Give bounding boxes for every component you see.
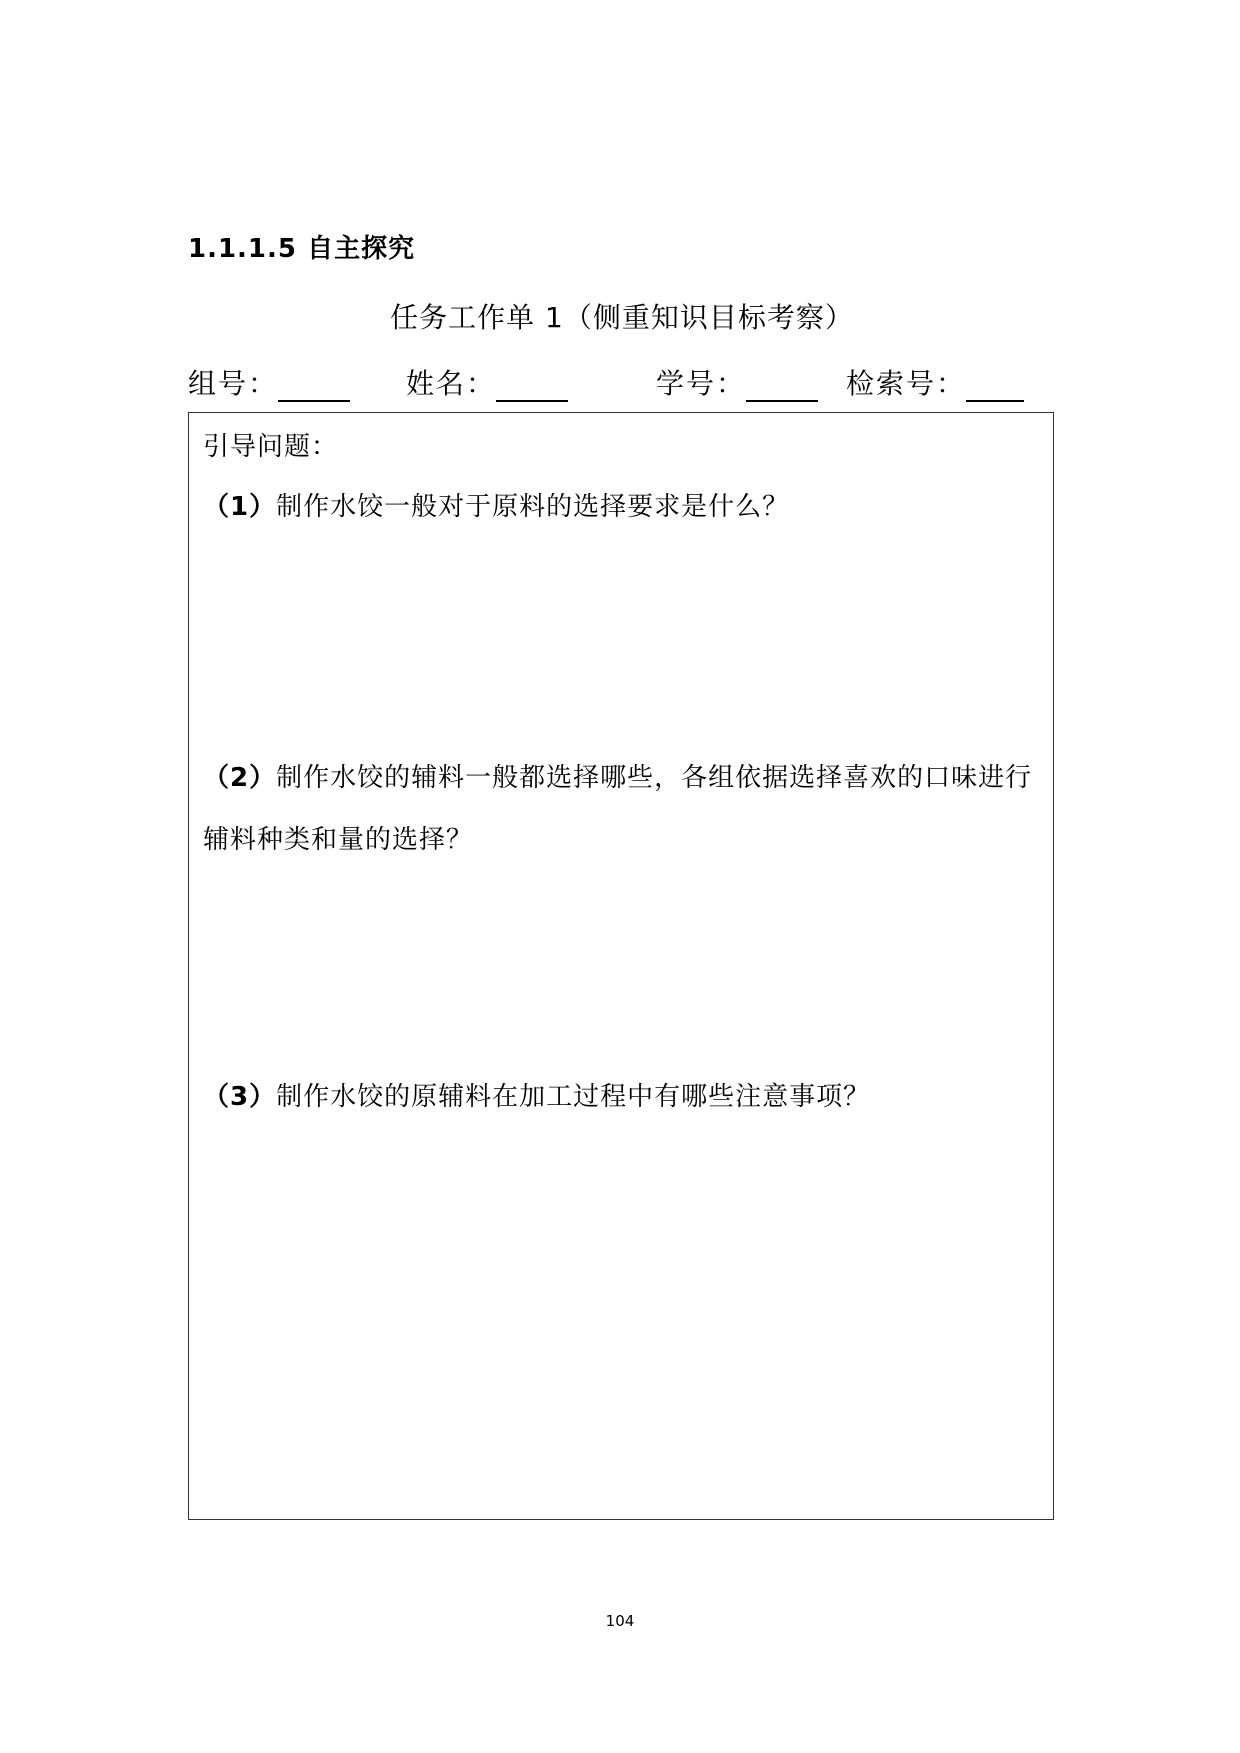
question-2-text: 制作水饺的辅料一般都选择哪些，各组依据选择喜欢的口味进行辅料种类和量的选择？ — [203, 763, 1033, 855]
question-1-number: （1） — [203, 492, 277, 522]
group-blank[interactable] — [278, 368, 350, 402]
guide-label: 引导问题： — [203, 432, 339, 462]
section-number: 1.1.1.5 — [188, 234, 297, 264]
worksheet-title: 任务工作单 1（侧重知识目标考察） — [390, 301, 854, 334]
student-info-row — [188, 362, 1068, 402]
question-1-text: 制作水饺一般对于原料的选择要求是什么？ — [276, 492, 790, 522]
index-no-label: 检索号： — [846, 367, 967, 400]
question-3 — [203, 1077, 870, 1117]
question-3-text: 制作水饺的原辅料在加工过程中有哪些注意事项？ — [276, 1082, 871, 1112]
question-3-number: （3） — [203, 1082, 277, 1112]
student-id-field — [656, 362, 818, 402]
student-id-blank[interactable] — [746, 368, 818, 402]
group-field — [188, 362, 350, 402]
index-no-blank[interactable] — [966, 368, 1024, 402]
worksheet-box — [188, 412, 1054, 1520]
name-blank[interactable] — [496, 368, 568, 402]
group-label: 组号： — [188, 367, 279, 400]
name-label: 姓名： — [406, 367, 497, 400]
page-number: 104 — [605, 1612, 635, 1630]
question-2 — [203, 747, 1043, 871]
section-heading — [188, 228, 415, 265]
section-title: 自主探究 — [307, 234, 416, 264]
name-field — [406, 362, 568, 402]
question-2-number: （2） — [203, 763, 277, 793]
question-1 — [203, 487, 789, 527]
student-id-label: 学号： — [656, 367, 747, 400]
index-no-field — [846, 362, 1024, 402]
